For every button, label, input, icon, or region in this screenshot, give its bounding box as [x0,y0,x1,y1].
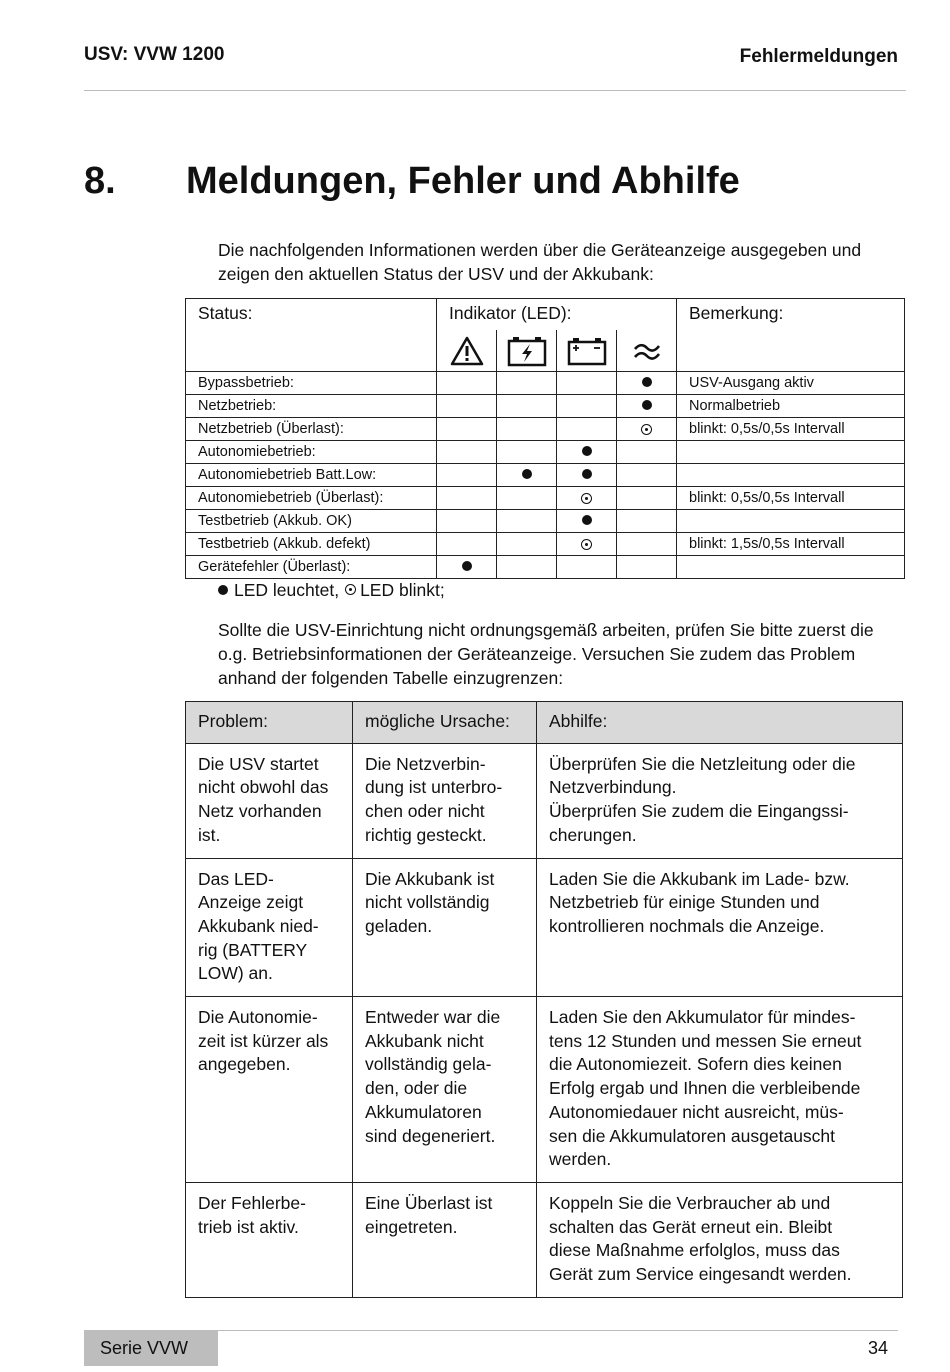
remedy-cell-text: Koppeln Sie die Verbraucher ab und schalten das Gerät erneut ein. Bleibt diese Maßnahme erfolglos, muss das Gerät zum Service eingesandt werden. [549,1192,852,1285]
footer-divider [218,1330,898,1331]
led-cell [497,556,557,579]
status-row [186,533,905,556]
status-remark: blinkt: 0,5s/0,5s Intervall [677,487,905,510]
led-on-icon [462,561,472,571]
led-cell [497,395,557,418]
intro-text: Die nachfolgenden Informationen werden über die Geräteanzeige ausgegeben und zeigen den aktuellen Status der USV und der Akkubank: [218,240,862,284]
status-label: Bypassbetrieb: [186,372,437,395]
led-cell [557,533,617,556]
led-cell [497,441,557,464]
status-remark: USV-Ausgang aktiv [677,372,905,395]
led-blink-icon [581,539,592,550]
led-cell [497,510,557,533]
cause-cell [353,997,537,1183]
problem-cell-text: Die USV startet nicht obwohl das Netz vorhanden ist. [198,753,329,845]
footer-series: Serie VVW [100,1338,189,1358]
led-cell [497,487,557,510]
indicator-header: Indikator (LED): [437,299,677,331]
led-cell [557,487,617,510]
led-cell [617,395,677,418]
led-on-icon [642,377,652,387]
remedy-cell [537,743,903,858]
page-number: 34 [867,1338,888,1358]
led-cell [617,533,677,556]
cause-cell-text: Die Akkubank ist nicht vollständig geladen. [365,868,495,936]
legend-blink-text: LED blinkt; [360,580,445,600]
led-on-icon [522,469,532,479]
remedy-cell [537,858,903,997]
led-cell [617,418,677,441]
led-on-icon [582,469,592,479]
cause-cell [353,1182,537,1297]
status-row [186,418,905,441]
led-cell [437,441,497,464]
problem-header: Problem: [186,702,353,744]
led-cell [617,441,677,464]
led-cell [557,510,617,533]
led-cell [497,464,557,487]
problem-row [186,858,903,997]
status-label: Autonomiebetrieb Batt.Low: [186,464,437,487]
led-cell [617,487,677,510]
led-cell [557,556,617,579]
status-remark [677,510,905,533]
led-blink-icon [641,424,652,435]
section-number: 8. [84,160,116,202]
problem-cell [186,858,353,997]
led-blink-icon [345,584,356,595]
led-on-icon [642,400,652,410]
status-table-header-row [186,299,905,331]
status-remark: blinkt: 0,5s/0,5s Intervall [677,418,905,441]
remedy-cell [537,997,903,1183]
remedy-cell-text: Überprüfen Sie die Netzleitung oder die Netzverbindung. Überprüfen Sie zudem die Eingangssi- cherungen. [549,753,856,845]
status-row [186,372,905,395]
status-label: Netzbetrieb (Überlast): [186,418,437,441]
cause-cell-text: Die Netzverbin- dung ist unterbro- chen oder nicht richtig gesteckt. [365,753,503,845]
led-cell [437,533,497,556]
problem-row [186,997,903,1183]
header-divider [84,90,906,91]
advice-paragraph [218,618,898,690]
problem-cell [186,1182,353,1297]
remedy-cell-text: Laden Sie den Akkumulator für mindes- tens 12 Stunden und messen Sie erneut die Autonomiezeit. Sofern dies keinen Erfolg ergab und Ihnen die verbleibende Autonomiedauer nicht ausreicht, müs- sen die Akkumulatoren ausgetauscht werden. [549,1007,862,1170]
battery-charge-icon [497,330,557,372]
remedy-cell-text: Laden Sie die Akkubank im Lade- bzw. Netzbetrieb für einige Stunden und kontrollieren nochmals die Anzeige. [549,868,850,936]
led-on-icon [582,446,592,456]
remedy-cell [537,1182,903,1297]
status-label: Autonomiebetrieb: [186,441,437,464]
led-legend [218,580,445,601]
led-cell [557,441,617,464]
warning-triangle-icon [437,330,497,372]
problem-cell-text: Der Fehlerbe- trieb ist aktiv. [198,1192,306,1237]
header-product: USV: VVW 1200 [84,44,225,65]
status-label: Autonomiebetrieb (Überlast): [186,487,437,510]
problem-row [186,1182,903,1297]
led-cell [497,533,557,556]
problem-row [186,743,903,858]
led-cell [557,464,617,487]
led-cell [497,418,557,441]
status-table [185,298,905,579]
status-header: Status: [186,299,437,372]
led-cell [437,418,497,441]
problem-table-header-row [186,702,903,744]
led-cell [437,372,497,395]
battery-icon [557,330,617,372]
status-row [186,441,905,464]
led-on-icon [218,585,228,595]
problem-cell [186,997,353,1183]
led-cell [617,464,677,487]
status-row [186,464,905,487]
intro-paragraph [218,238,898,286]
cause-cell-text: Entweder war die Akkubank nicht vollständig gela- den, oder die Akkumulatoren sind degeneriert. [365,1007,501,1146]
cause-cell-text: Eine Überlast ist eingetreten. [365,1192,493,1237]
status-remark [677,441,905,464]
status-row [186,510,905,533]
status-label: Testbetrieb (Akkub. OK) [186,510,437,533]
status-table-body [186,372,905,579]
led-cell [557,418,617,441]
header-chapter: Fehlermeldungen [739,46,898,67]
status-row [186,556,905,579]
mains-wave-icon [617,330,677,372]
led-cell [617,510,677,533]
problem-cell-text: Die Autonomie- zeit ist kürzer als angegeben. [198,1007,329,1075]
status-remark [677,464,905,487]
led-cell [437,464,497,487]
status-label: Netzbetrieb: [186,395,437,418]
cause-cell [353,858,537,997]
status-remark: blinkt: 1,5s/0,5s Intervall [677,533,905,556]
led-cell [437,395,497,418]
led-cell [437,510,497,533]
section-title: Meldungen, Fehler und Abhilfe [186,160,740,202]
problem-cell-text: Das LED- Anzeige zeigt Akkubank nied- rig (BATTERY LOW) an. [198,868,319,984]
status-remark [677,556,905,579]
status-remark: Normalbetrieb [677,395,905,418]
led-cell [437,487,497,510]
led-cell [617,556,677,579]
led-blink-icon [581,493,592,504]
problem-table-body [186,743,903,1297]
remark-header: Bemerkung: [677,299,905,372]
status-label: Gerätefehler (Überlast): [186,556,437,579]
led-cell [557,395,617,418]
status-label: Testbetrieb (Akkub. defekt) [186,533,437,556]
cause-header: mögliche Ursache: [353,702,537,744]
led-cell [497,372,557,395]
status-row [186,487,905,510]
remedy-header: Abhilfe: [537,702,903,744]
led-cell [437,556,497,579]
led-on-icon [582,515,592,525]
problem-table [185,701,903,1298]
led-cell [557,372,617,395]
legend-on-text: LED leuchtet, [234,580,340,600]
advice-text: Sollte die USV-Einrichtung nicht ordnungsgemäß arbeiten, prüfen Sie bitte zuerst die o.g. Betriebsinformationen der Geräteanzeige. Versuchen Sie zudem das Problem anhand der folgenden Tabelle einzugrenzen: [218,620,874,688]
cause-cell [353,743,537,858]
problem-cell [186,743,353,858]
led-cell [617,372,677,395]
status-row [186,395,905,418]
